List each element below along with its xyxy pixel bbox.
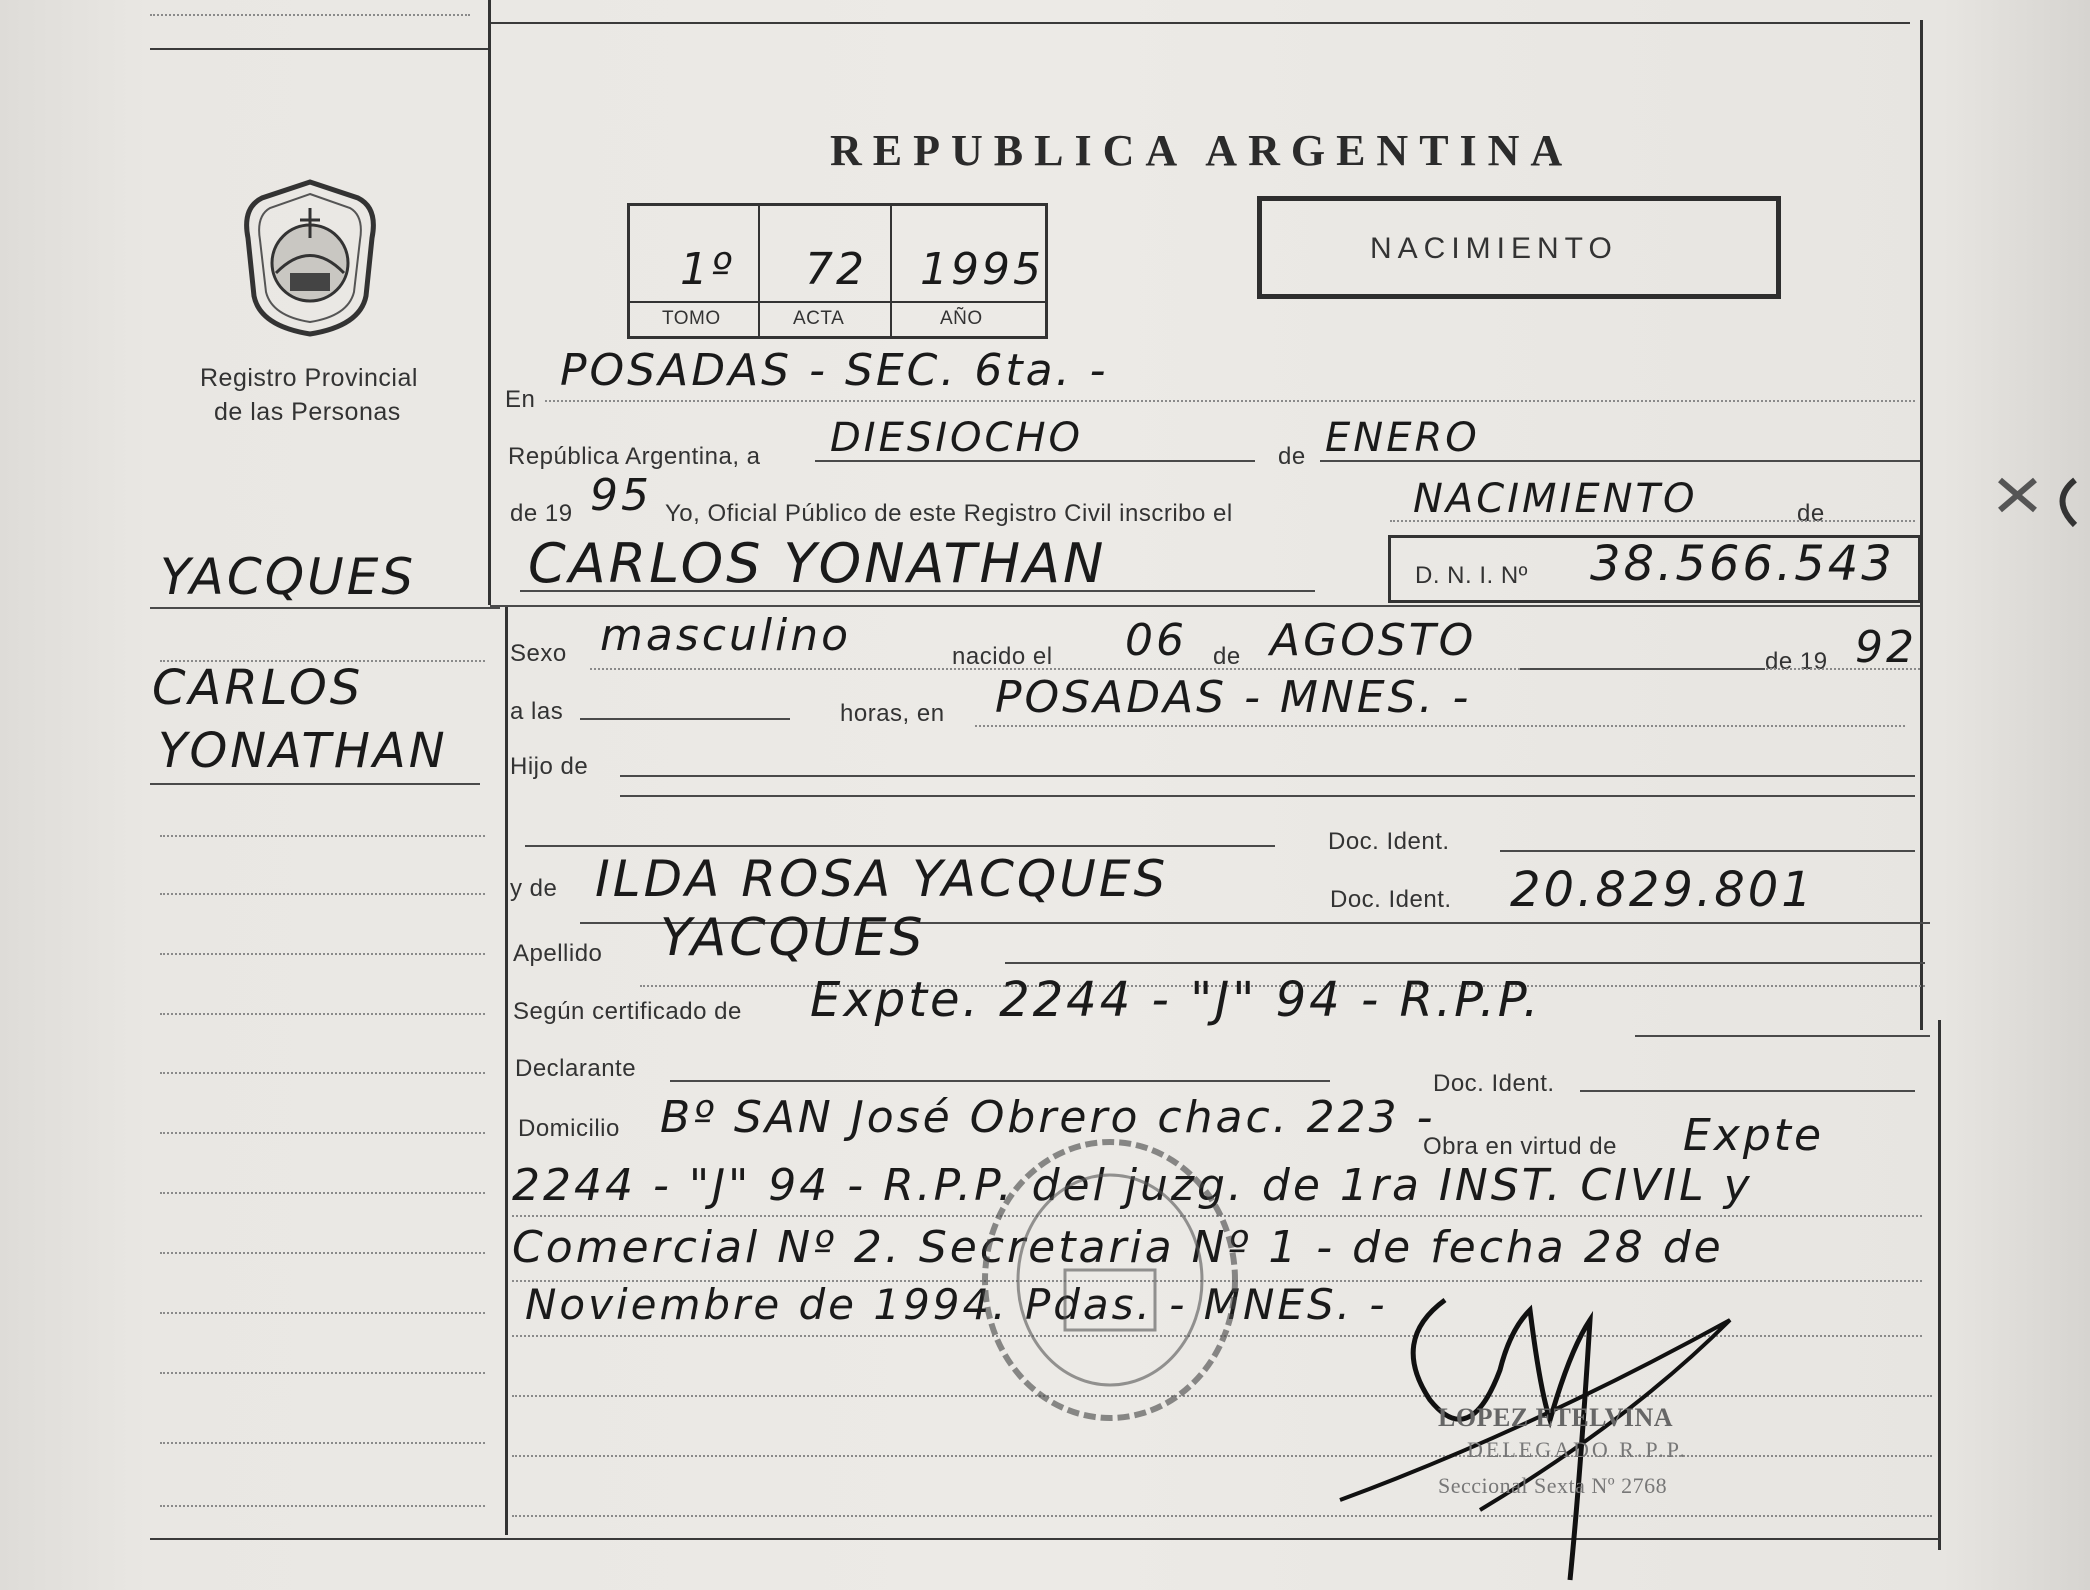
margin-rule-2	[150, 783, 480, 785]
hijo-line-2	[620, 795, 1915, 797]
province-seal	[240, 178, 380, 338]
table-divider	[630, 301, 1045, 303]
official-stamp-seal	[970, 1130, 1250, 1430]
signature	[1330, 1280, 1750, 1590]
name-line	[520, 590, 1315, 592]
de-label-2: de	[1797, 500, 1825, 527]
dni-label: D. N. I. Nº	[1415, 562, 1528, 589]
stamp-line2: DELEGADO R.P.P.	[1467, 1437, 1689, 1462]
country-title: REPUBLICA ARGENTINA	[830, 126, 1574, 175]
obra-line-3: Comercial Nº 2. Secretaria Nº 1 - de fecha 28 de	[512, 1222, 1724, 1273]
mother-name: ILDA ROSA YACQUES	[595, 850, 1169, 908]
segun-value: Expte. 2244 - "J" 94 - R.P.P.	[810, 972, 1542, 1028]
dni-value: 38.566.543	[1590, 536, 1895, 592]
de-label: de	[1278, 443, 1306, 470]
birth-place: POSADAS - MNES. -	[995, 672, 1472, 723]
right-border-lower	[1938, 1020, 1941, 1550]
sexo-value: masculino	[600, 610, 852, 661]
father-line	[525, 845, 1275, 847]
apellido-line	[1005, 962, 1925, 964]
column-divider-lower	[505, 605, 508, 1535]
sexo-rule	[1520, 668, 1765, 670]
margin-dots	[160, 1072, 485, 1074]
a-las-line	[580, 718, 790, 720]
officer-text: Yo, Oficial Público de este Registro Civil inscribo el	[665, 500, 1233, 527]
hijo-line	[620, 775, 1915, 777]
margin-surname: YACQUES	[160, 548, 417, 606]
obra-value: Expte	[1683, 1110, 1825, 1161]
margin-dots	[160, 1505, 485, 1507]
stamp-line3: Seccional Sexta Nº 2768	[1438, 1473, 1668, 1498]
child-name: CARLOS YONATHAN	[528, 532, 1107, 595]
day-line	[815, 460, 1255, 462]
year-value: 95	[590, 470, 652, 521]
stamp-line1: LOPEZ ETELVINA	[1438, 1403, 1674, 1432]
margin-dots	[160, 1013, 485, 1015]
column-divider	[488, 0, 491, 605]
margin-given1: CARLOS	[152, 660, 364, 716]
margin-dots	[160, 1372, 485, 1374]
birth-year: 92	[1855, 622, 1917, 673]
segun-line	[1635, 1035, 1930, 1037]
domicilio-label: Domicilio	[518, 1115, 620, 1142]
y-de-label: y de	[510, 875, 558, 902]
father-doc-line	[1500, 850, 1915, 852]
staple-mark	[1995, 470, 2090, 540]
obra-line-2: 2244 - "J" 94 - R.P.P. del juzg. de 1ra INST. CIVIL y	[512, 1160, 1753, 1211]
top-border	[150, 48, 490, 50]
hijo-label: Hijo de	[510, 753, 589, 780]
en-value: POSADAS - SEC. 6ta. -	[560, 345, 1109, 396]
en-line	[545, 400, 1915, 402]
record-table	[627, 203, 1048, 339]
declarante-doc-line	[1580, 1090, 1915, 1092]
anio-label: AÑO	[940, 308, 983, 329]
doc-type: NACIMIENTO	[1370, 232, 1618, 265]
margin-dots	[160, 953, 485, 955]
margin-rule-1	[150, 607, 500, 609]
birth-month: AGOSTO	[1270, 615, 1477, 666]
name-row-bottom	[490, 605, 1920, 607]
margin-dots	[160, 893, 485, 895]
birth-year-prefix: de 19	[1765, 648, 1828, 675]
declarante-label: Declarante	[515, 1055, 637, 1082]
acta-label: ACTA	[793, 308, 845, 329]
registry-name-line2: de las Personas	[214, 398, 401, 426]
mother-doc-label: Doc. Ident.	[1330, 886, 1452, 913]
margin-given2: YONATHAN	[158, 723, 448, 779]
obra-label: Obra en virtud de	[1423, 1133, 1617, 1160]
month-line	[1320, 460, 1920, 462]
mother-doc: 20.829.801	[1510, 862, 1815, 918]
a-las-label: a las	[510, 698, 564, 725]
year-line	[1390, 520, 1915, 522]
day-value: DIESIOCHO	[830, 415, 1084, 461]
top-dotted	[150, 14, 470, 16]
margin-dots	[160, 660, 485, 662]
obra-line-4: Noviembre de 1994. Pdas. - MNES. -	[525, 1280, 1388, 1329]
domicilio-value: Bº SAN José Obrero chac. 223 -	[660, 1092, 1436, 1143]
margin-dots	[160, 1192, 485, 1194]
apellido-value: YACQUES	[660, 908, 926, 968]
right-border	[1920, 20, 1923, 1030]
republica-label: República Argentina, a	[508, 443, 761, 470]
margin-dots	[160, 1252, 485, 1254]
segun-label: Según certificado de	[513, 998, 742, 1025]
declarante-doc-label: Doc. Ident.	[1433, 1070, 1555, 1097]
birth-day: 06	[1125, 615, 1187, 666]
acta-value: 72	[805, 244, 867, 295]
tomo-label: TOMO	[662, 308, 721, 329]
margin-dots	[160, 1132, 485, 1134]
de-label-3: de	[1213, 643, 1241, 670]
margin-dots	[160, 835, 485, 837]
father-doc-label: Doc. Ident.	[1328, 828, 1450, 855]
declarante-line	[670, 1080, 1330, 1082]
en-label: En	[505, 386, 536, 413]
nacido-label: nacido el	[952, 643, 1053, 670]
month-value: ENERO	[1325, 415, 1480, 461]
horas-line	[975, 725, 1905, 727]
year-prefix: de 19	[510, 500, 573, 527]
margin-dots	[160, 1312, 485, 1314]
apellido-label: Apellido	[513, 940, 603, 967]
registry-name-line1: Registro Provincial	[200, 364, 418, 392]
top-border-right	[490, 22, 1910, 24]
tomo-value: 1º	[680, 244, 735, 295]
sexo-label: Sexo	[510, 640, 567, 667]
horas-label: horas, en	[840, 700, 945, 727]
anio-value: 1995	[920, 244, 1044, 295]
inscribo-value: NACIMIENTO	[1413, 476, 1698, 522]
margin-dots	[160, 1442, 485, 1444]
